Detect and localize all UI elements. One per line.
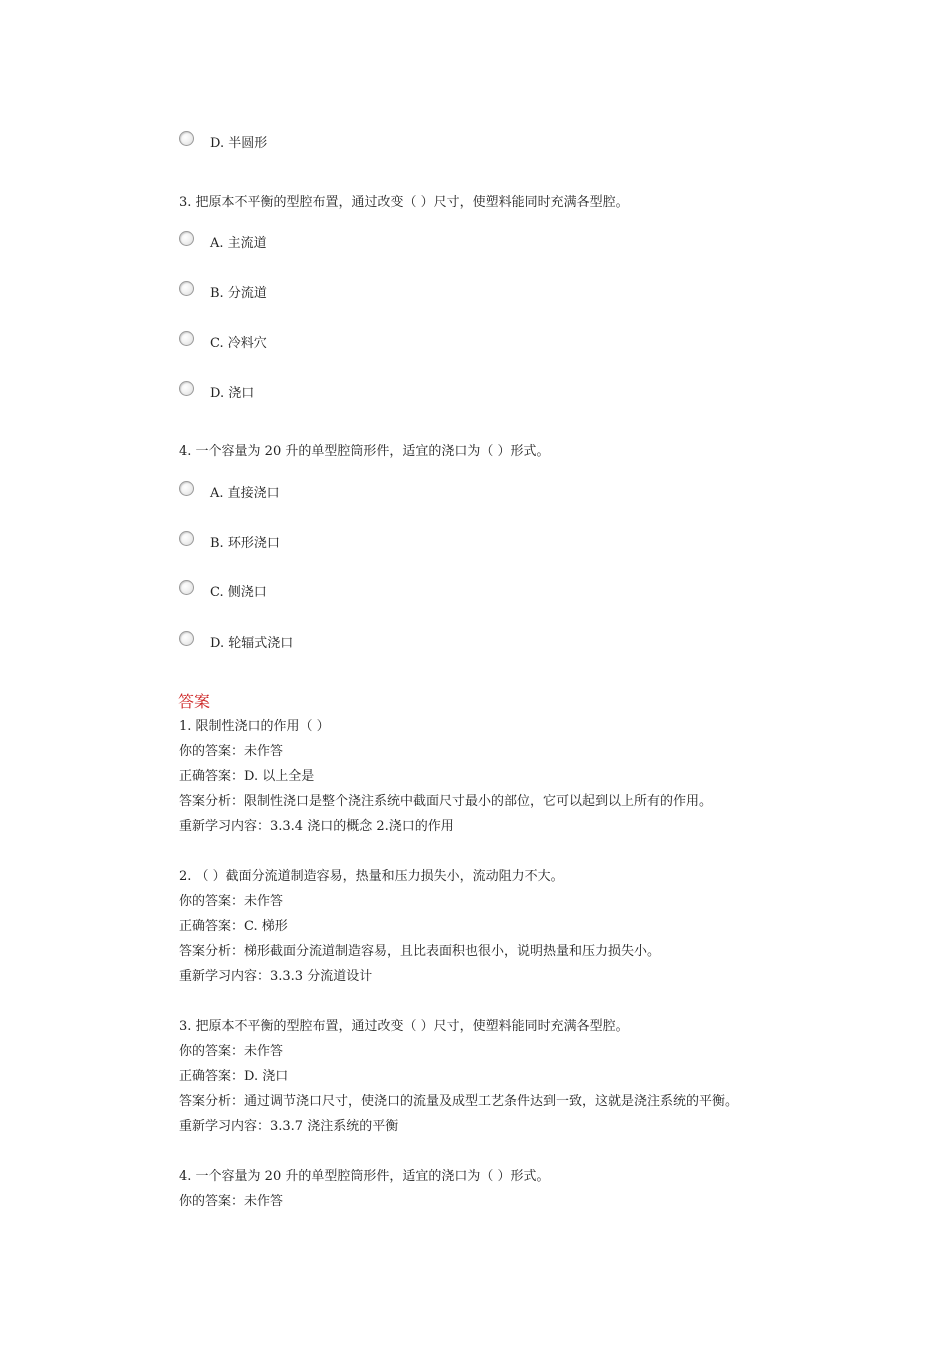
radio-button-icon[interactable] bbox=[179, 531, 194, 546]
option-label: B. 环形浇口 bbox=[210, 536, 280, 551]
radio-button-icon[interactable] bbox=[179, 131, 194, 146]
question-3-text: 3. 把原本不平衡的型腔布置，通过改变（ ）尺寸，使塑料能同时充满各型腔。 bbox=[179, 195, 629, 210]
answer-2-review: 重新学习内容：3.3.3 分流道设计 bbox=[179, 969, 373, 984]
answer-3-analysis: 答案分析：通过调节浇口尺寸，使浇口的流量及成型工艺条件达到一致，这就是浇注系统的平衡。 bbox=[179, 1094, 739, 1109]
answer-2-analysis: 答案分析：梯形截面分流道制造容易，且比表面积也很小，说明热量和压力损失小。 bbox=[179, 944, 661, 959]
radio-button-icon[interactable] bbox=[179, 481, 194, 496]
option-label: D. 半圆形 bbox=[210, 136, 268, 151]
answer-3-review: 重新学习内容：3.3.7 浇注系统的平衡 bbox=[179, 1119, 399, 1134]
radio-button-icon[interactable] bbox=[179, 631, 194, 646]
question-4-text: 4. 一个容量为 20 升的单型腔筒形件，适宜的浇口为（ ）形式。 bbox=[179, 444, 550, 459]
answer-1-your-answer: 你的答案：未作答 bbox=[179, 744, 284, 759]
option-label: C. 侧浇口 bbox=[210, 585, 267, 600]
option-label: B. 分流道 bbox=[210, 286, 267, 301]
answer-1-correct: 正确答案：D. 以上全是 bbox=[179, 769, 315, 784]
option-label: C. 冷料穴 bbox=[210, 336, 267, 351]
radio-button-icon[interactable] bbox=[179, 281, 194, 296]
radio-button-icon[interactable] bbox=[179, 580, 194, 595]
answer-2-your-answer: 你的答案：未作答 bbox=[179, 894, 284, 909]
radio-button-icon[interactable] bbox=[179, 381, 194, 396]
answer-4-question: 4. 一个容量为 20 升的单型腔筒形件，适宜的浇口为（ ）形式。 bbox=[179, 1169, 550, 1184]
option-label: A. 直接浇口 bbox=[210, 486, 280, 501]
radio-button-icon[interactable] bbox=[179, 231, 194, 246]
answer-2-question: 2. （ ）截面分流道制造容易，热量和压力损失小，流动阻力不大。 bbox=[179, 869, 564, 884]
answer-1-question: 1. 限制性浇口的作用（ ） bbox=[179, 719, 330, 734]
option-label: D. 浇口 bbox=[210, 386, 255, 401]
answer-4-your-answer: 你的答案：未作答 bbox=[179, 1194, 284, 1209]
answer-3-your-answer: 你的答案：未作答 bbox=[179, 1044, 284, 1059]
radio-button-icon[interactable] bbox=[179, 331, 194, 346]
answer-3-question: 3. 把原本不平衡的型腔布置，通过改变（ ）尺寸，使塑料能同时充满各型腔。 bbox=[179, 1019, 629, 1034]
answers-heading: 答案 bbox=[178, 692, 211, 711]
answer-1-review: 重新学习内容：3.3.4 浇口的概念 2.浇口的作用 bbox=[179, 819, 454, 834]
answer-1-analysis: 答案分析：限制性浇口是整个浇注系统中截面尺寸最小的部位，它可以起到以上所有的作用。 bbox=[179, 794, 713, 809]
answer-2-correct: 正确答案：C. 梯形 bbox=[179, 919, 288, 934]
answer-3-correct: 正确答案：D. 浇口 bbox=[179, 1069, 289, 1084]
option-label: D. 轮辐式浇口 bbox=[210, 636, 294, 651]
option-label: A. 主流道 bbox=[210, 236, 267, 251]
